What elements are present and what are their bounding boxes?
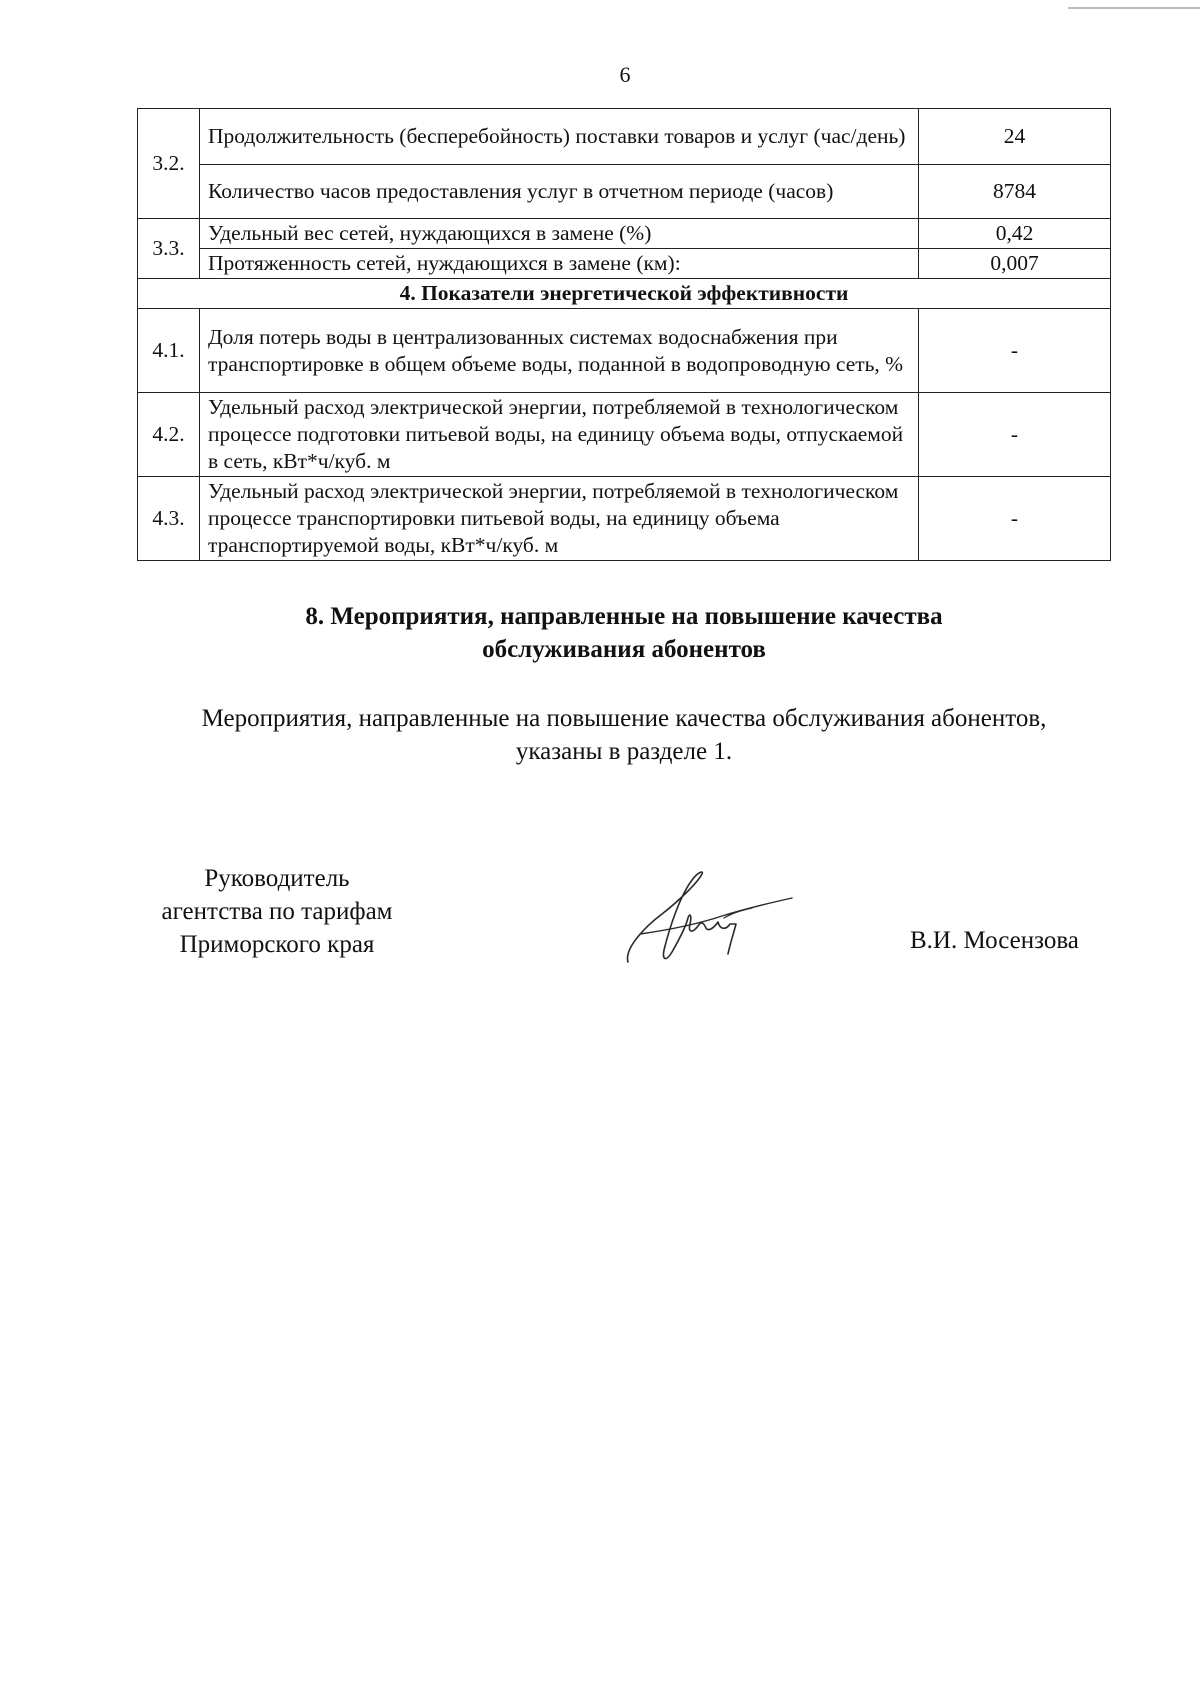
indicator-text: Удельный вес сетей, нуждающихся в замене (%) <box>200 219 919 249</box>
section-heading-line: обслуживания абонентов <box>482 636 766 663</box>
page-number: 6 <box>619 62 631 87</box>
table-row <box>138 279 1111 309</box>
indicator-text: Количество часов предоставления услуг в отчетном периоде (часов) <box>200 165 919 219</box>
indicator-text: Доля потерь воды в централизованных системах водоснабжения при транспортировке в общем объеме воды, поданной в водопроводную сеть, % <box>200 309 919 393</box>
row-number: 3.3. <box>138 219 200 279</box>
table-row <box>138 393 1111 477</box>
section-heading-line: 8. Мероприятия, направленные на повышение качества <box>305 603 943 630</box>
signer-position <box>117 862 437 961</box>
table-row <box>138 309 1111 393</box>
section-paragraph <box>137 702 1111 768</box>
section-header: 4. Показатели энергетической эффективности <box>138 279 1111 309</box>
signature-image <box>618 868 794 966</box>
indicator-value: - <box>919 309 1111 393</box>
indicator-value: 24 <box>919 109 1111 165</box>
table-row <box>138 165 1111 219</box>
scan-edge-mark <box>1068 7 1200 9</box>
indicator-value: 8784 <box>919 165 1111 219</box>
section-heading <box>137 600 1111 666</box>
indicator-text: Удельный расход электрической энергии, потребляемой в технологическом процессе подготовки питьевой воды, на единицу объема воды, отпускаемой в сеть, кВт*ч/куб. м <box>200 393 919 477</box>
row-number: 4.1. <box>138 309 200 393</box>
indicator-value: 0,42 <box>919 219 1111 249</box>
signer-name: В.И. Мосензова <box>910 927 1079 954</box>
row-number: 4.3. <box>138 477 200 561</box>
indicator-text: Удельный расход электрической энергии, потребляемой в технологическом процессе транспортировки питьевой воды, на единицу объема транспортируемой воды, кВт*ч/куб. м <box>200 477 919 561</box>
indicators-table <box>137 108 1111 561</box>
signer-position-line: Приморского края <box>179 931 375 958</box>
indicator-text: Протяженность сетей, нуждающихся в замене (км): <box>200 249 919 279</box>
signer-position-line: агентства по тарифам <box>161 898 393 925</box>
table-row <box>138 219 1111 249</box>
table-row <box>138 109 1111 165</box>
row-number: 4.2. <box>138 393 200 477</box>
row-number: 3.2. <box>138 109 200 219</box>
paragraph-line: указаны в разделе 1. <box>515 738 733 765</box>
paragraph-line: Мероприятия, направленные на повышение качества обслуживания абонентов, <box>201 705 1047 732</box>
table-row <box>138 249 1111 279</box>
indicator-value: - <box>919 393 1111 477</box>
table-row <box>138 477 1111 561</box>
indicator-text: Продолжительность (бесперебойность) поставки товаров и услуг (час/день) <box>200 109 919 165</box>
indicator-value: 0,007 <box>919 249 1111 279</box>
indicator-value: - <box>919 477 1111 561</box>
signer-position-line: Руководитель <box>204 865 350 892</box>
